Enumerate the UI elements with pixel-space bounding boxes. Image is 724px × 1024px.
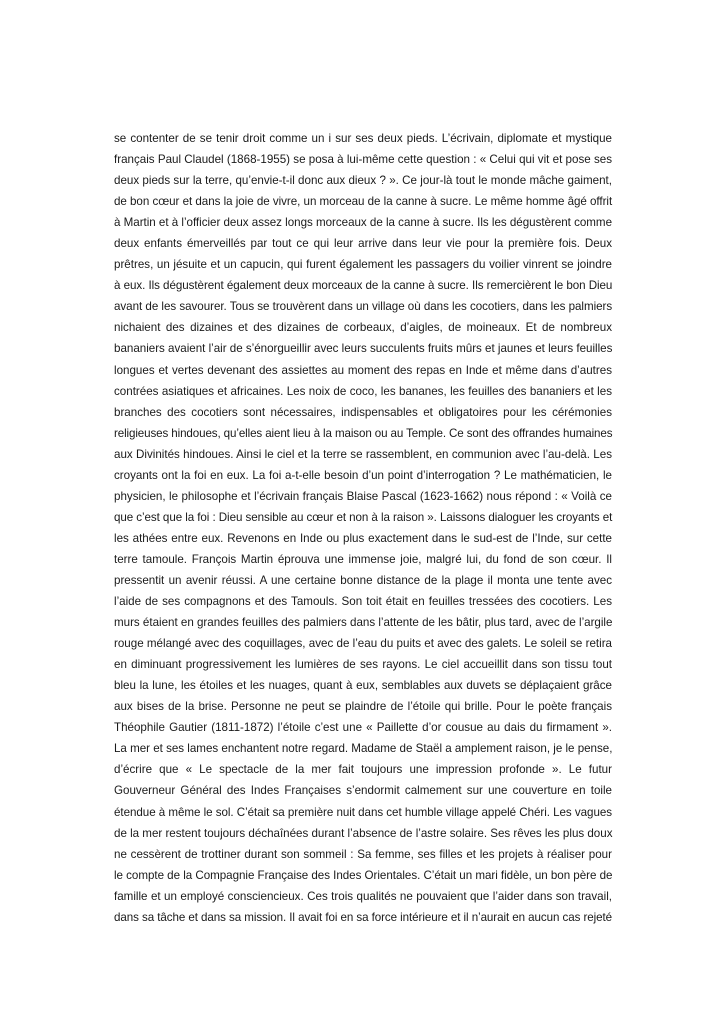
text-line: La mer et ses lames enchantent notre regard. Madame de Staël a amplement raison, je le pense, [114,742,613,756]
text-line: se contenter de se tenir droit comme un i sur ses deux pieds. L’écrivain, diplomate et mystique [114,132,612,145]
text-line: le compte de la Compagnie Française des Indes Orientales. C’était un mari fidèle, un bon père de [114,868,613,882]
text-line: l’aide de ses compagnons et des Tamouls. Son toit était en feuilles tressées des cocotiers. Les [114,595,612,609]
text-line: avant de les savourer. Tous se trouvèrent dans un village où dans les cocotiers, dans les palmiers [114,300,613,314]
text-line: religieuses hindoues, qu’elles aient lieu à la maison ou au Temple. Ce sont des offrandes humaines [114,426,613,440]
text-line: à eux. Ils dégustèrent également deux morceaux de la canne à sucre. Ils remercièrent le bon Dieu [114,279,613,293]
text-line: étendue à même le sol. C’était sa première nuit dans cet humble village appelé Chéri. Les vagues [114,805,613,819]
text-line: croyants ont la foi en eux. La foi a-t-elle besoin d’un point d’interrogation ? Le mathématicien, le [114,468,612,482]
text-line: famille et un employé consciencieux. Ces trois qualités ne pouvaient que l’aider dans son travail, [114,889,612,903]
text-line: pressentit un avenir réussi. A une certaine bonne distance de la plage il monta une tente avec [114,573,612,587]
text-line: aux Divinités hindoues. Ainsi le ciel et la terre se rassemblent, en communion avec l’au-delà. Les [114,447,612,461]
text-line: contrées asiatiques et africaines. Les noix de coco, les bananes, les feuilles des bananiers et les [114,384,612,398]
text-line: bananiers avaient l’air de s’énorgueillir avec leurs succulents fruits mûrs et jaunes et leurs feuilles [114,342,613,356]
text-line: deux enfants émerveillés par tout ce qui leur arrive dans leur vie pour la première fois. Deux [114,237,612,251]
text-line: murs étaient en grandes feuilles des palmiers dans l’attente de les bâtir, plus tard, avec de l’argile [114,616,613,630]
text-line: nichaient des dizaines et des dizaines de corbeaux, d’aigles, de moineaux. Et de nombreux [114,321,612,335]
text-line: à Martin et à l’officier deux assez longs morceaux de la canne à sucre. Ils les dégustèrent comme [114,216,612,230]
text-line: aux bises de la brise. Personne ne peut se plaindre de l’étoile qui brille. Pour le poète français [114,700,612,714]
text-line: branches des cocotiers sont nécessaires, indispensables et obligatoires pour les cérémonies [114,405,612,419]
text-line: les athées entre eux. Revenons en Inde ou plus exactement dans le sud-est de l’Inde, sur cette [114,531,612,545]
text-line: deux pieds sur la terre, qu’envie-t-il donc aux dieux ? ». Ce jour-là tout le monde mâche gaiment, [114,174,612,188]
text-line: de la mer restent toujours déchaînées durant l’absence de l’astre solaire. Ses rêves les plus doux [114,826,613,840]
text-line: de bon cœur et dans la joie de vivre, un morceau de la canne à sucre. Le même homme âgé offrit [114,195,613,209]
text-line: bleu la lune, les étoiles et les nuages, quant à eux, semblables aux duvets se déplaçaient grâce [114,679,612,693]
text-line: dans sa tâche et dans sa mission. Il avait foi en sa force intérieure et il n’aurait en aucun cas rejeté [114,910,612,924]
text-line: terre tamoule. François Martin éprouva une immense joie, malgré lui, du fond de son cœur. Il [114,552,612,566]
text-line: d’écrire que « Le spectacle de la mer fait toujours une impression profonde ». Le futur [114,763,612,777]
text-line: rouge mélangé avec des coquillages, avec de l’eau du puits et avec des galets. Le soleil se retira [114,637,612,651]
document-body [114,128,612,928]
text-line: français Paul Claudel (1868-1955) se posa à lui-même cette question : « Celui qui vit et pose ses [114,153,612,167]
text-line: longues et vertes devenant des assiettes au moment des repas en Inde et même dans d’autres [114,363,612,377]
text-line: physicien, le philosophe et l’écrivain français Blaise Pascal (1623-1662) nous répond : « Voilà ce [114,489,612,503]
text-line: en diminuant progressivement les lumières de ses rayons. Le ciel accueillit dans son tissu tout [114,658,612,672]
text-line: Gouverneur Général des Indes Françaises s’endormit calmement sur une couverture en toile [114,784,612,798]
text-line: que c’est que la foi : Dieu sensible au cœur et non à la raison ». Laissons dialoguer les croyants et [114,510,613,524]
text-line: prêtres, un jésuite et un capucin, qui furent également les passagers du voilier vinrent se joindre [114,258,612,272]
text-line: ne cessèrent de trottiner durant son sommeil : Sa femme, ses filles et les projets à réaliser pour [114,847,612,861]
text-line: Théophile Gautier (1811-1872) l’étoile c’est une « Paillette d’or cousue au dais du firmament ». [114,721,612,735]
